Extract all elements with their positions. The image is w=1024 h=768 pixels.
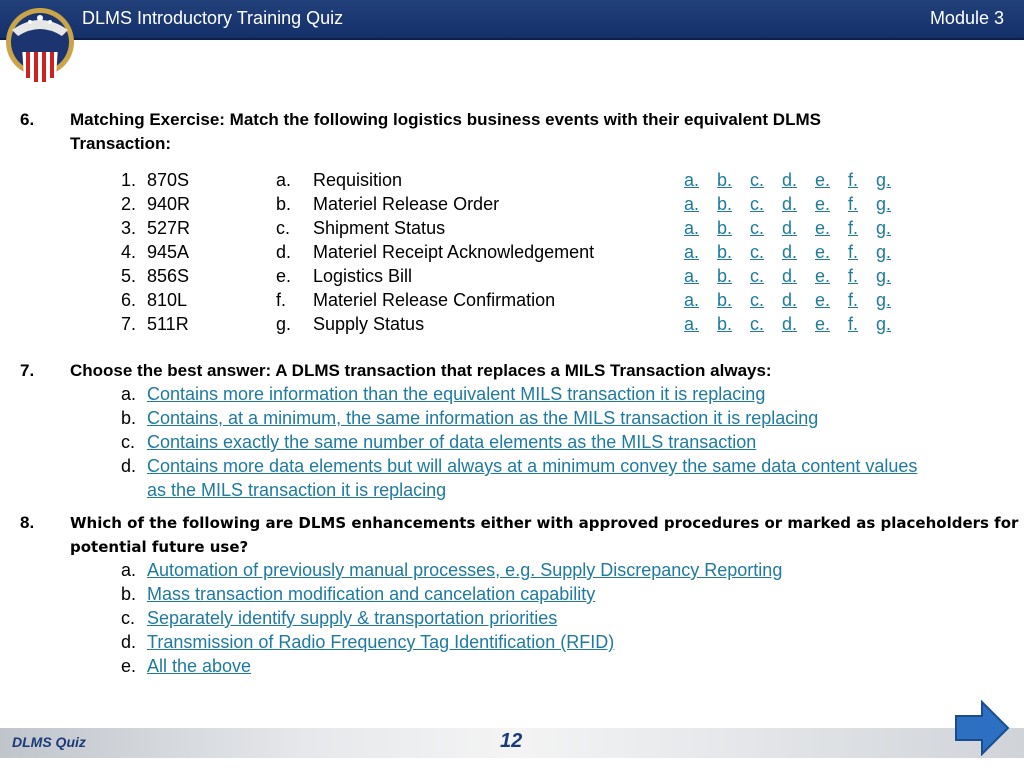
footer-bar bbox=[0, 728, 1024, 758]
match-option-link[interactable]: f. bbox=[848, 218, 859, 238]
match-option-link[interactable]: e. bbox=[815, 266, 831, 286]
matching-row bbox=[0, 314, 1024, 338]
transaction-code: 945A bbox=[147, 242, 190, 262]
match-option-link[interactable]: b. bbox=[717, 314, 733, 334]
business-event: Logistics Bill bbox=[313, 266, 413, 286]
question-6-line1: Matching Exercise: Match the following logistics business events with their equivalent DLMS bbox=[70, 110, 821, 129]
q8-letter-e: e. bbox=[121, 656, 137, 676]
transaction-code: 870S bbox=[147, 170, 190, 190]
event-letter: c. bbox=[276, 218, 291, 238]
event-letter: g. bbox=[276, 314, 292, 334]
match-option-link[interactable]: g. bbox=[876, 170, 892, 190]
match-option-link[interactable]: d. bbox=[782, 314, 798, 334]
transaction-code: 511R bbox=[147, 314, 189, 334]
match-option-link[interactable]: f. bbox=[848, 290, 859, 310]
match-option-link[interactable]: e. bbox=[815, 314, 831, 334]
match-option-link[interactable]: b. bbox=[717, 290, 733, 310]
event-letter: d. bbox=[276, 242, 292, 262]
match-option-link[interactable]: b. bbox=[717, 242, 733, 262]
question-7-number: 7. bbox=[20, 361, 35, 380]
event-letter: a. bbox=[276, 170, 292, 190]
business-event: Shipment Status bbox=[313, 218, 446, 238]
transaction-code: 527R bbox=[147, 218, 191, 238]
match-option-link[interactable]: e. bbox=[815, 242, 831, 262]
match-option-link[interactable]: c. bbox=[750, 242, 765, 262]
event-letter: e. bbox=[276, 266, 292, 286]
transaction-code: 940R bbox=[147, 194, 191, 214]
match-option-link[interactable]: b. bbox=[717, 194, 733, 214]
question-8-line2: potential future use? bbox=[70, 538, 249, 556]
q8-letter-d: d. bbox=[121, 632, 137, 652]
matching-row bbox=[0, 218, 1024, 242]
match-option-link[interactable]: d. bbox=[782, 290, 798, 310]
business-event: Materiel Release Order bbox=[313, 194, 500, 214]
page-number: 12 bbox=[500, 730, 523, 752]
match-option-link[interactable]: b. bbox=[717, 266, 733, 286]
matching-row bbox=[0, 194, 1024, 218]
question-8-number: 8. bbox=[20, 513, 35, 532]
q7-answer-d[interactable]: Contains more data elements but will always at a minimum convey the same data content values bbox=[147, 456, 918, 476]
q8-letter-c: c. bbox=[121, 608, 136, 628]
transaction-code: 810L bbox=[147, 290, 188, 310]
footer-label: DLMS Quiz bbox=[12, 734, 86, 750]
q8-answer-d[interactable]: Transmission of Radio Frequency Tag Identification (RFID) bbox=[147, 632, 615, 652]
transaction-code: 856S bbox=[147, 266, 190, 286]
module-label: Module 3 bbox=[929, 8, 1004, 28]
business-event: Materiel Receipt Acknowledgement bbox=[313, 242, 595, 262]
match-option-link[interactable]: a. bbox=[684, 314, 700, 334]
row-number: 1. bbox=[121, 170, 137, 190]
matching-row bbox=[0, 266, 1024, 290]
q7-answer-a[interactable]: Contains more information than the equivalent MILS transaction it is replacing bbox=[147, 384, 766, 404]
next-arrow-icon[interactable] bbox=[952, 698, 1012, 758]
q7-letter-a: a. bbox=[121, 384, 137, 404]
q8-answer-c[interactable]: Separately identify supply & transportation priorities bbox=[147, 608, 558, 628]
match-option-link[interactable]: g. bbox=[876, 290, 892, 310]
match-option-link[interactable]: g. bbox=[876, 242, 892, 262]
q7-answer-d-cont[interactable]: as the MILS transaction it is replacing bbox=[147, 480, 447, 500]
match-option-link[interactable]: d. bbox=[782, 242, 798, 262]
match-option-link[interactable]: b. bbox=[717, 170, 733, 190]
row-number: 7. bbox=[121, 314, 137, 334]
match-option-link[interactable]: e. bbox=[815, 170, 831, 190]
quiz-title: DLMS Introductory Training Quiz bbox=[82, 8, 344, 28]
match-option-link[interactable]: c. bbox=[750, 170, 765, 190]
business-event: Supply Status bbox=[313, 314, 425, 334]
row-number: 2. bbox=[121, 194, 137, 214]
match-option-link[interactable]: g. bbox=[876, 266, 892, 286]
q7-answer-c[interactable]: Contains exactly the same number of data elements as the MILS transaction bbox=[147, 432, 757, 452]
match-option-link[interactable]: f. bbox=[848, 170, 859, 190]
event-letter: b. bbox=[276, 194, 292, 214]
match-option-link[interactable]: c. bbox=[750, 266, 765, 286]
match-option-link[interactable]: a. bbox=[684, 194, 700, 214]
q8-letter-a: a. bbox=[121, 560, 137, 580]
match-option-link[interactable]: f. bbox=[848, 266, 859, 286]
matching-row bbox=[0, 242, 1024, 266]
q7-letter-d: d. bbox=[121, 456, 137, 476]
match-option-link[interactable]: g. bbox=[876, 218, 892, 238]
question-7-text: Choose the best answer: A DLMS transaction that replaces a MILS Transaction always: bbox=[70, 361, 772, 380]
q8-letter-b: b. bbox=[121, 584, 137, 604]
match-option-link[interactable]: b. bbox=[717, 218, 733, 238]
row-number: 5. bbox=[121, 266, 137, 286]
match-option-link[interactable]: a. bbox=[684, 266, 700, 286]
match-option-link[interactable]: d. bbox=[782, 194, 798, 214]
match-option-link[interactable]: a. bbox=[684, 218, 700, 238]
match-option-link[interactable]: e. bbox=[815, 290, 831, 310]
match-option-link[interactable]: c. bbox=[750, 218, 765, 238]
row-number: 6. bbox=[121, 290, 137, 310]
q7-letter-c: c. bbox=[121, 432, 136, 452]
dla-seal-icon bbox=[2, 0, 78, 92]
match-option-link[interactable]: d. bbox=[782, 170, 798, 190]
q8-answer-a[interactable]: Automation of previously manual processes, e.g. Supply Discrepancy Reporting bbox=[147, 560, 783, 580]
q7-letter-b: b. bbox=[121, 408, 137, 428]
business-event: Requisition bbox=[313, 170, 403, 190]
match-option-link[interactable]: f. bbox=[848, 314, 859, 334]
match-option-link[interactable]: g. bbox=[876, 314, 892, 334]
match-option-link[interactable]: f. bbox=[848, 194, 859, 214]
event-letter: f. bbox=[276, 290, 287, 310]
match-option-link[interactable]: e. bbox=[815, 194, 831, 214]
match-option-link[interactable]: g. bbox=[876, 194, 892, 214]
match-option-link[interactable]: c. bbox=[750, 314, 765, 334]
match-option-link[interactable]: a. bbox=[684, 242, 700, 262]
match-option-link[interactable]: e. bbox=[815, 218, 831, 238]
question-6-number: 6. bbox=[20, 110, 35, 129]
q8-answer-b[interactable]: Mass transaction modification and cancelation capability bbox=[147, 584, 596, 604]
row-number: 3. bbox=[121, 218, 137, 238]
match-option-link[interactable]: d. bbox=[782, 218, 798, 238]
question-6-line2: Transaction: bbox=[70, 134, 172, 153]
matching-row bbox=[0, 170, 1024, 194]
match-option-link[interactable]: a. bbox=[684, 290, 700, 310]
match-option-link[interactable]: f. bbox=[848, 242, 859, 262]
business-event: Materiel Release Confirmation bbox=[313, 290, 556, 310]
match-option-link[interactable]: c. bbox=[750, 194, 765, 214]
q7-answer-b[interactable]: Contains, at a minimum, the same information as the MILS transaction it is replacing bbox=[147, 408, 819, 428]
row-number: 4. bbox=[121, 242, 137, 262]
question-8-line1: Which of the following are DLMS enhancements either with approved procedures or marked as placeholders for bbox=[70, 514, 1019, 532]
title-bar bbox=[0, 0, 1024, 40]
match-option-link[interactable]: c. bbox=[750, 290, 765, 310]
match-option-link[interactable]: d. bbox=[782, 266, 798, 286]
matching-row bbox=[0, 290, 1024, 314]
match-option-link[interactable]: a. bbox=[684, 170, 700, 190]
q8-answer-e[interactable]: All the above bbox=[147, 656, 252, 676]
